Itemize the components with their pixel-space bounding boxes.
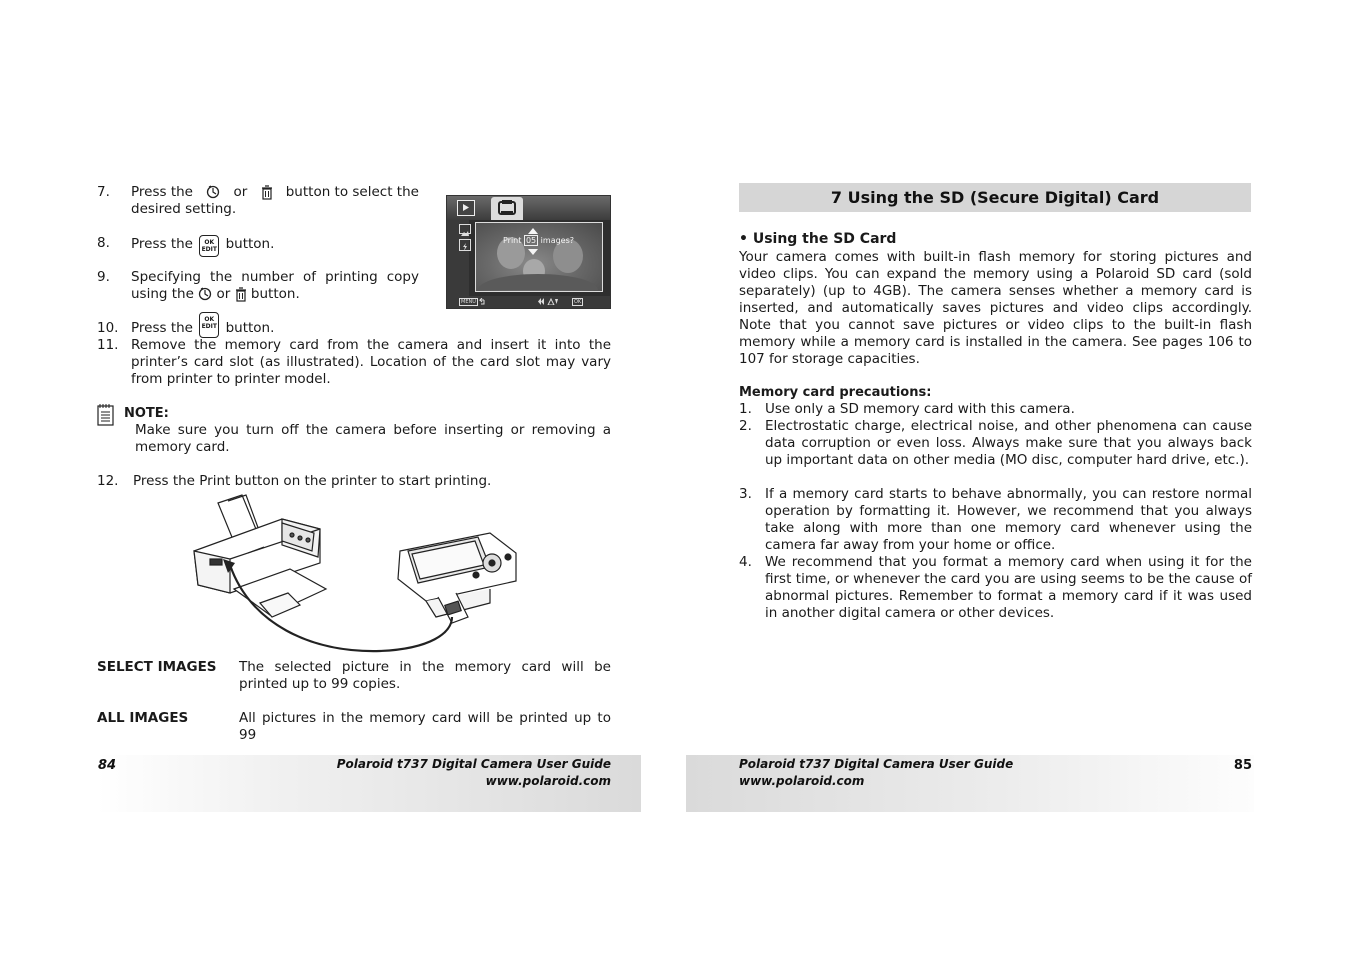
step-8-number: 8. [97,235,110,251]
left-page-number: 84 [98,758,117,773]
ok-label: OK [574,299,582,305]
back-icon [478,298,486,306]
precaution-3-text: If a memory card starts to behave abnormally, you can restore normal operation by formatting it. However, we recommend that you always take along with more than one memory card whenever using the camera far away from your home or office. [765,486,1252,553]
lcd-print-screen [446,195,611,309]
step-11-number: 11. [97,337,119,353]
precaution-1-number: 1. [739,401,752,417]
intro-paragraph: Your camera comes with built-in flash memory for storing pictures and video clips. You can expand the memory using a Polaroid SD card (sold separately) (up to 4GB). The camera senses whether a memory card is inserted, and automatically saves pictures and video clips accordingly. Note that you cannot save pictures or video clips to the built-in flash memory while a memory card is installed in the camera. See pages 106 to 107 for storage capacities. [739,249,1252,367]
step-7-a: Press the [131,184,193,200]
right-footer-title: Polaroid t737 Digital Camera User Guide [739,757,1014,771]
step-9-c: button. [250,286,300,302]
step-7-b: or [233,184,248,200]
step-9-number: 9. [97,269,110,285]
step-7-number: 7. [97,184,110,200]
precaution-2-number: 2. [739,418,752,434]
ok-edit-icon: OK EDIT [199,235,219,257]
precaution-1-text: Use only a SD memory card with this camera. [765,401,1075,417]
photo-preview [475,222,603,292]
up-arrow-icon [528,228,538,234]
step-7-c: button to select the [285,184,419,200]
step-9-text [131,269,419,303]
precaution-4-text: We recommend that you format a memory card when using it for the first time, or whenever the card you are using seems to be the cause of abnormal pictures. Remember to format a memory card if it was used in another digital camera or other devices. [765,554,1252,621]
subheading: • Using the SD Card [739,231,897,247]
flash-icon [459,239,471,251]
copy-count: 05 [525,236,537,245]
trash-icon [261,184,273,201]
right-footer-url: www.polaroid.com [739,774,865,788]
self-timer-icon [206,184,220,201]
step-9-b: or [216,286,231,302]
step-7-line2: desired setting. [131,201,237,217]
option-desc-all-images: All pictures in the memory card will be printed up to 99 [239,710,611,743]
right-page-number: 85 [1233,758,1252,773]
step-8-text [131,235,274,257]
step-9-a: using the [131,286,194,302]
step-10-b: button. [225,320,275,336]
option-term-all-images: ALL IMAGES [97,710,189,726]
precaution-2-text: Electrostatic charge, electrical noise, and other phenomena can cause data corruption or even loss. Always make sure that you always back up important data on other media (MO disc, computer hard drive, etc.). [765,418,1252,468]
printer-drawing [194,495,326,617]
play-icon [457,200,475,216]
left-footer-url: www.polaroid.com [485,774,611,788]
precaution-4-number: 4. [739,554,752,570]
precaution-3-number: 3. [739,486,752,502]
step-7-text [131,184,419,218]
step-11-text: Remove the memory card from the camera and insert it into the printer’s card slot (as illustrated). Location of the card slot may vary from printer to printer model. [131,337,611,387]
option-term-select-images: SELECT IMAGES [97,659,217,675]
down-arrow-icon [528,249,538,255]
image-icon [459,224,471,234]
nav-arrows-icon [538,298,558,305]
precautions-heading: Memory card precautions: [739,385,932,400]
print-prompt: Print 05 images? [502,236,575,245]
step-10-text [131,312,274,338]
printer-camera-illustration [190,493,530,658]
option-desc-select-images: The selected picture in the memory card will be printed up to 99 copies. [239,659,611,692]
section-title: 7 Using the SD (Secure Digital) Card [739,183,1251,212]
ok-edit-icon: OK EDIT [199,312,219,338]
step-10-number: 10. [97,320,119,336]
step-9-line1: Specifying the number of printing copy [131,269,419,285]
left-footer-title: Polaroid t737 Digital Camera User Guide [336,757,611,771]
trash-icon [235,286,247,302]
step-8-a: Press the [131,236,193,252]
note-label: NOTE: [124,406,169,421]
step-10-a: Press the [131,320,193,336]
camera-drawing [398,533,516,623]
step-12-text: Press the Print button on the printer to start printing. [133,473,492,489]
step-12-number: 12. [97,473,119,489]
note-icon [97,404,115,430]
print-tab-icon [491,197,523,220]
step-8-b: button. [225,236,275,252]
menu-label: MENU [461,299,476,305]
note-text: Make sure you turn off the camera before inserting or removing a memory card. [135,422,611,455]
self-timer-icon [198,286,212,302]
